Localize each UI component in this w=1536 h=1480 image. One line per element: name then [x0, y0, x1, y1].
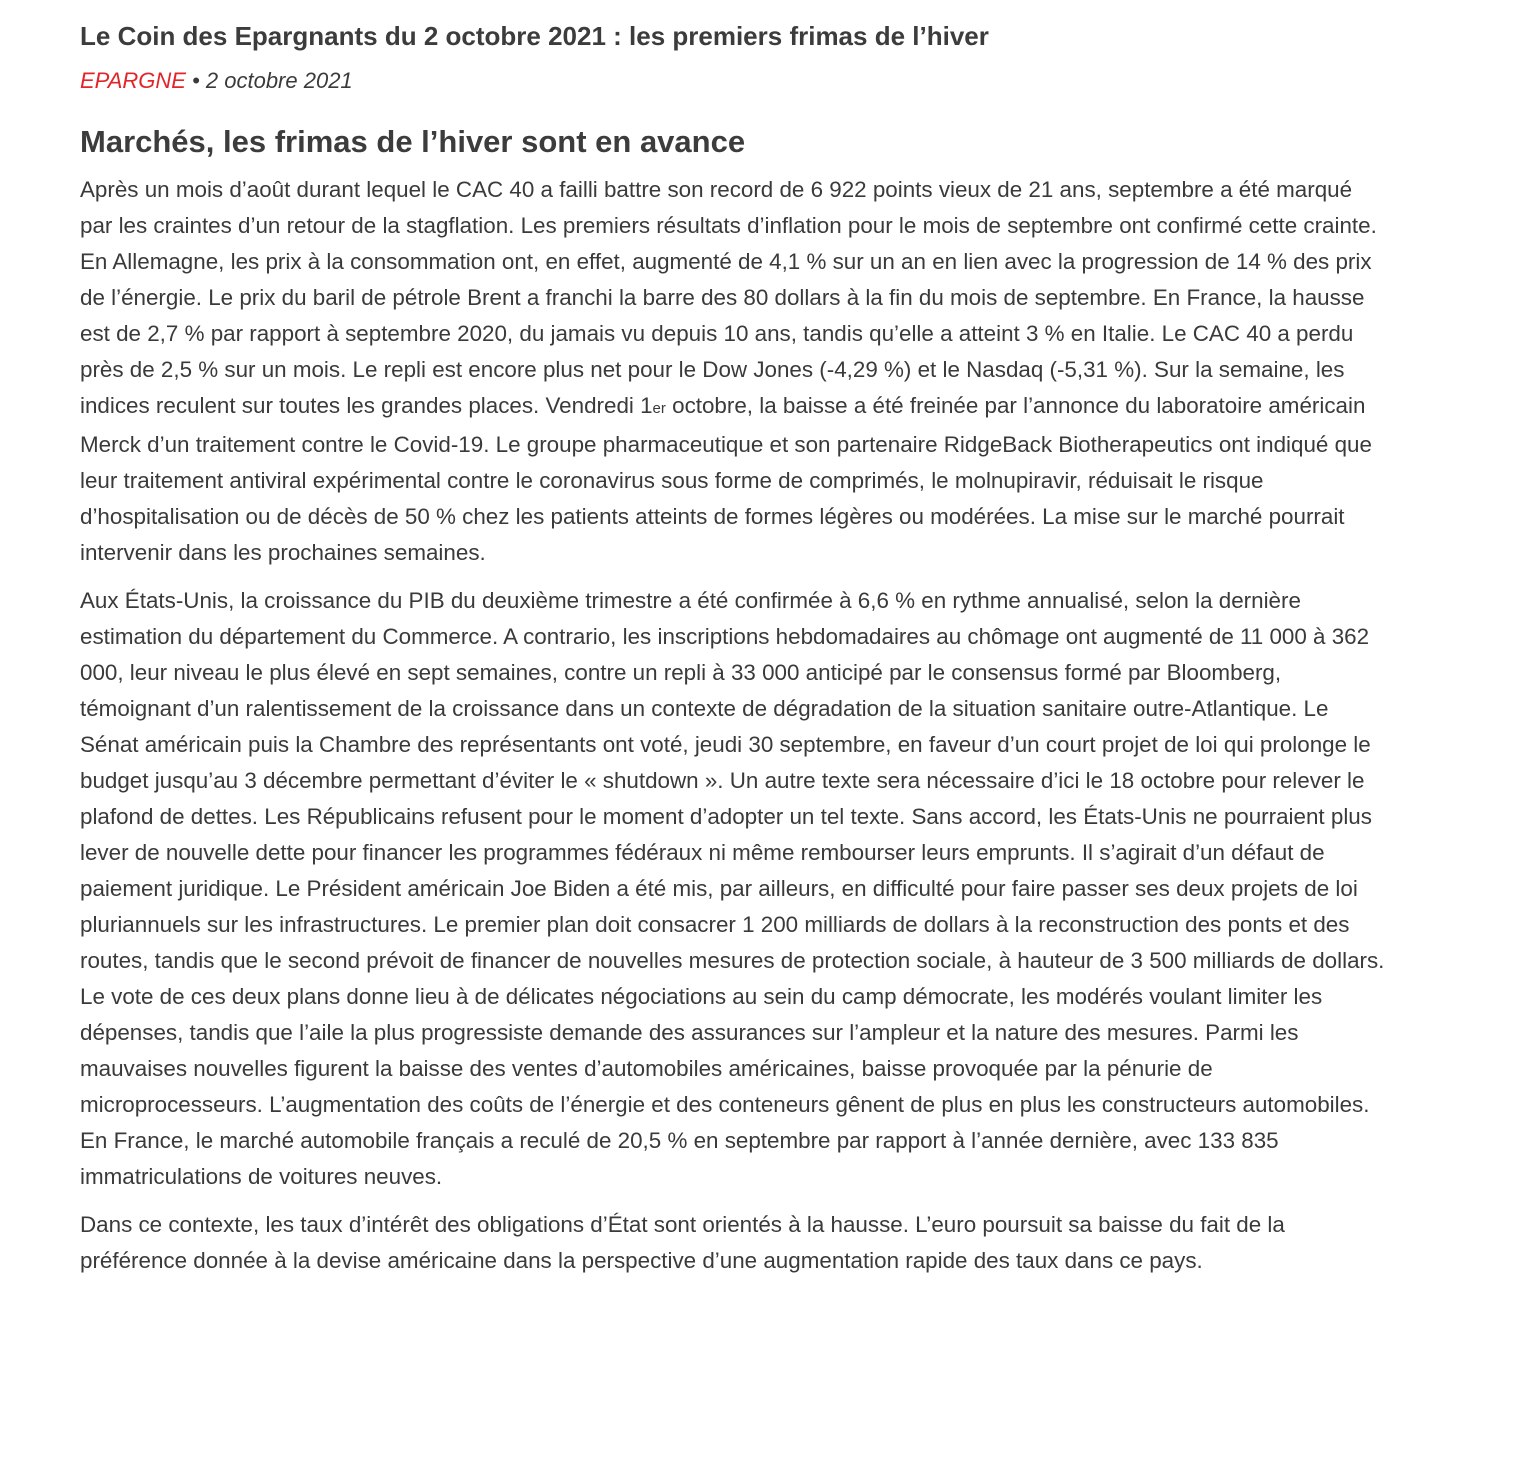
ordinal-suffix: er: [652, 400, 666, 417]
paragraph-text: Après un mois d’août durant lequel le CAC 40 a failli battre son record de 6 922 points vieux de 21 ans, septembre a été marqué par les craintes d’un retour de la stagflation. Les premiers résultats d’inflation pour le mois de septembre ont confirmé cette crainte. En Allemagne, les prix à la consommation ont, en effet, augmenté de 4,1 % sur un an en lien avec la progression de 14 % des prix de l’énergie. Le prix du baril de pétrole Brent a franchi la barre des 80 dollars à la fin du mois de septembre. En France, la hausse est de 2,7 % par rapport à septembre 2020, du jamais vu depuis 10 ans, tandis qu’elle a atteint 3 % en Italie. Le CAC 40 a perdu près de 2,5 % sur un mois. Le repli est encore plus net pour le Dow Jones (-4,29 %) et le Nasdaq (-5,31 %). Sur la semaine, les indices reculent sur toutes les grandes places. Vendredi 1: [80, 177, 1377, 418]
paragraph-markets: [80, 172, 1390, 571]
meta-separator: •: [185, 68, 206, 93]
paragraph-text: octobre, la baisse a été freinée par l’annonce du laboratoire américain Merck d’un traitement contre le Covid-19. Le groupe pharmaceutique et son partenaire RidgeBack Biotherapeutics ont indiqué que leur traitement antiviral expérimental contre le coronavirus sous forme de comprimés, le molnupiravir, réduisait le risque d’hospitalisation ou de décès de 50 % chez les patients atteints de formes légères ou modérées. La mise sur le marché pourrait intervenir dans les prochaines semaines.: [80, 393, 1372, 565]
post-meta: [80, 66, 1390, 96]
post-date: 2 octobre 2021: [205, 68, 353, 93]
post-title: Le Coin des Epargnants du 2 octobre 2021 : les premiers frimas de l’hiver: [80, 21, 989, 51]
article: [80, 0, 1390, 1279]
section-title: Marchés, les frimas de l’hiver sont en avance: [80, 124, 746, 159]
category-link[interactable]: EPARGNE: [80, 68, 186, 93]
paragraph-united-states: Aux États-Unis, la croissance du PIB du deuxième trimestre a été confirmée à 6,6 % en rythme annualisé, selon la dernière estimation du département du Commerce. A contrario, les inscriptions hebdomadaires au chômage ont augmenté de 11 000 à 362 000, leur niveau le plus élevé en sept semaines, contre un repli à 33 000 anticipé par le consensus formé par Bloomberg, témoignant d’un ralentissement de la croissance dans un contexte de dégradation de la situation sanitaire outre-Atlantique. Le Sénat américain puis la Chambre des représentants ont voté, jeudi 30 septembre, en faveur d’un court projet de loi qui prolonge le budget jusqu’au 3 décembre permettant d’éviter le « shutdown ». Un autre texte sera nécessaire d’ici le 18 octobre pour relever le plafond de dettes. Les Républicains refusent pour le moment d’adopter un tel texte. Sans accord, les États-Unis ne pourraient plus lever de nouvelle dette pour financer les programmes fédéraux ni même rembourser leurs emprunts. Il s’agirait d’un défaut de paiement juridique. Le Président américain Joe Biden a été mis, par ailleurs, en difficulté pour faire passer ses deux projets de loi pluriannuels sur les infrastructures. Le premier plan doit consacrer 1 200 milliards de dollars à la reconstruction des ponts et des routes, tandis que le second prévoit de financer de nouvelles mesures de protection sociale, à hauteur de 3 500 milliards de dollars. Le vote de ces deux plans donne lieu à de délicates négociations au sein du camp démocrate, les modérés voulant limiter les dépenses, tandis que l’aile la plus progressiste demande des assurances sur l’ampleur et la nature des mesures. Parmi les mauvaises nouvelles figurent la baisse des ventes d’automobiles américaines, baisse provoquée par la pénurie de microprocesseurs. L’augmentation des coûts de l’énergie et des conteneurs gênent de plus en plus les constructeurs automobiles. En France, le marché automobile français a reculé de 20,5 % en septembre par rapport à l’année dernière, avec 133 835 immatriculations de voitures neuves.: [80, 588, 1385, 1189]
paragraph-rates-euro: Dans ce contexte, les taux d’intérêt des obligations d’État sont orientés à la hausse. L’euro poursuit sa baisse du fait de la préférence donnée à la devise américaine dans la perspective d’une augmentation rapide des taux dans ce pays.: [80, 1212, 1285, 1273]
